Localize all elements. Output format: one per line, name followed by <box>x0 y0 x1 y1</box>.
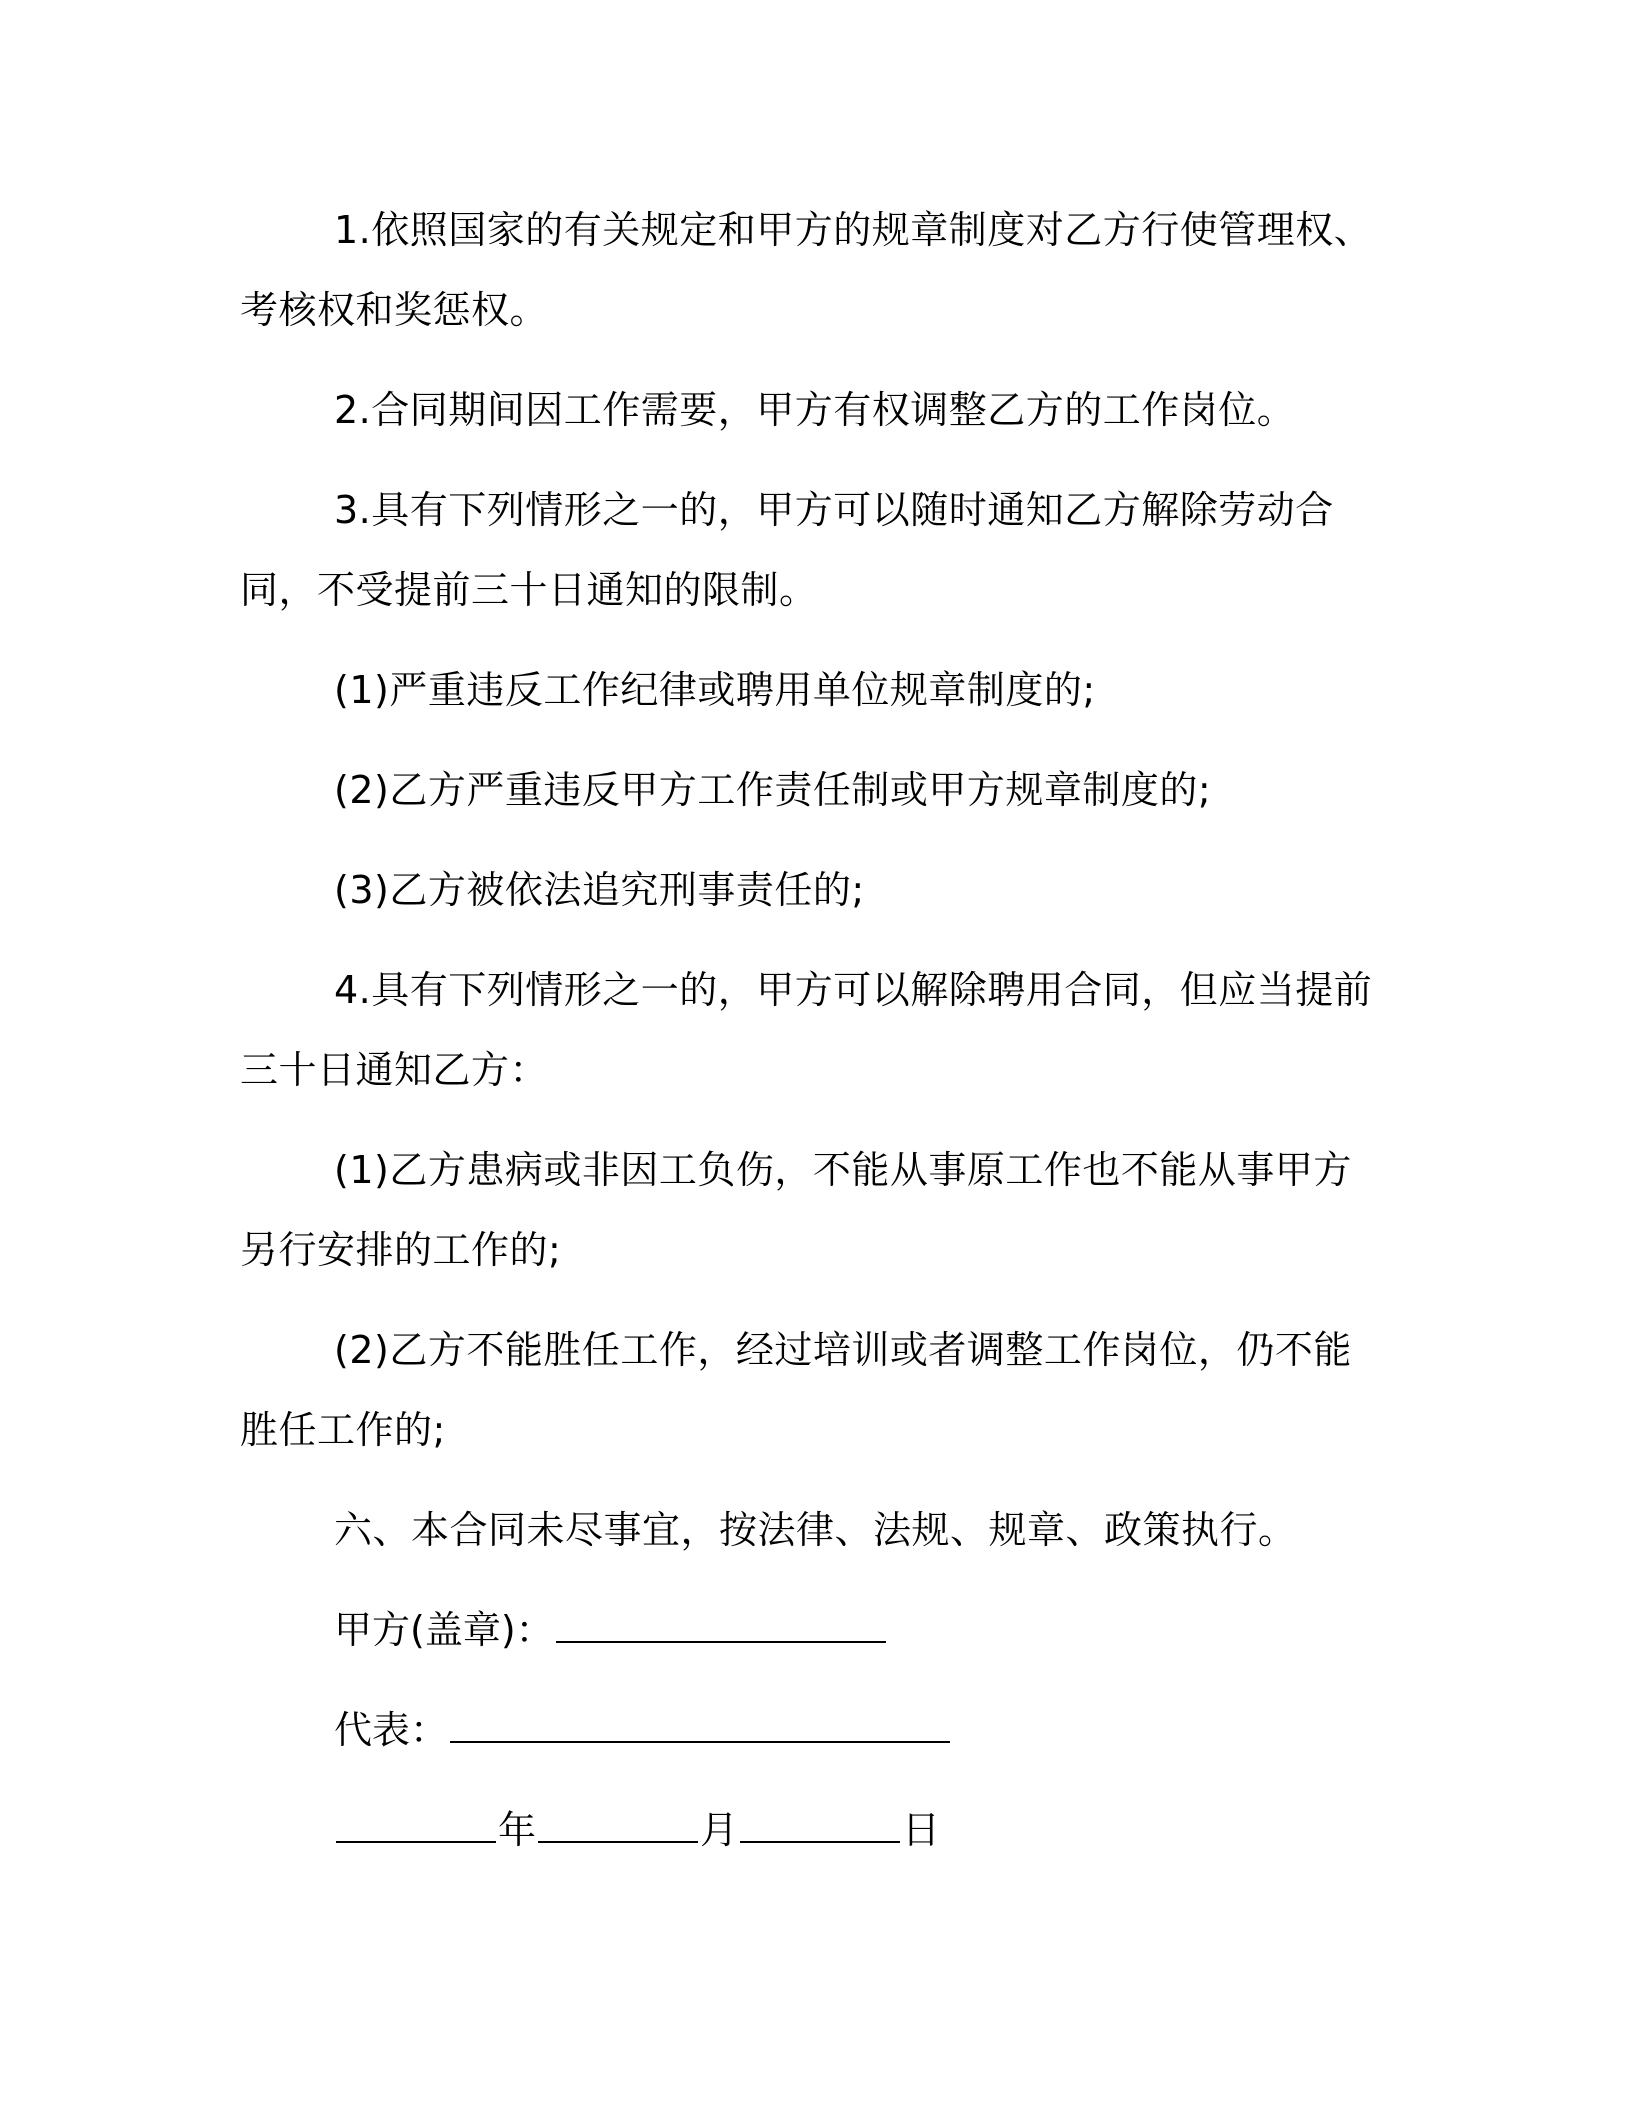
clause-4-item-2: (2)乙方不能胜任工作，经过培训或者调整工作岗位，仍不能胜任工作的; <box>240 1328 1352 1452</box>
day-label: 日 <box>902 1808 941 1852</box>
clause-6-other-matters: 六、本合同未尽事宜，按法律、法规、规章、政策执行。 <box>334 1508 1297 1552</box>
date-line <box>240 1790 1390 1870</box>
party-a-label: 甲方(盖章)： <box>334 1608 554 1652</box>
representative-label: 代表： <box>334 1708 449 1752</box>
clause-3-item-3: (3)乙方被依法追究刑事责任的; <box>334 868 865 912</box>
party-a-stamp-blank[interactable] <box>556 1601 886 1643</box>
day-blank[interactable] <box>740 1801 900 1843</box>
party-a-stamp-line <box>240 1590 1390 1670</box>
year-blank[interactable] <box>336 1801 496 1843</box>
clause-2-adjust-position: 2.合同期间因工作需要，甲方有权调整乙方的工作岗位。 <box>334 388 1296 432</box>
clause-3-item-1: (1)严重违反工作纪律或聘用单位规章制度的; <box>334 668 1096 712</box>
clause-1-management-rights: 1.依照国家的有关规定和甲方的规章制度对乙方行使管理权、考核权和奖惩权。 <box>240 208 1373 332</box>
clause-4-item-1: (1)乙方患病或非因工负伤，不能从事原工作也不能从事甲方另行安排的工作的; <box>240 1148 1352 1272</box>
representative-blank[interactable] <box>450 1701 950 1743</box>
year-label: 年 <box>498 1808 537 1852</box>
clause-3-item-2: (2)乙方严重违反甲方工作责任制或甲方规章制度的; <box>334 768 1212 812</box>
month-blank[interactable] <box>538 1801 698 1843</box>
clause-4-notice-termination: 4.具有下列情形之一的，甲方可以解除聘用合同，但应当提前三十日通知乙方： <box>240 968 1373 1092</box>
document-body <box>240 190 1390 1890</box>
month-label: 月 <box>700 1808 739 1852</box>
representative-line <box>240 1690 1390 1770</box>
clause-3-immediate-termination: 3.具有下列情形之一的，甲方可以随时通知乙方解除劳动合同，不受提前三十日通知的限制。 <box>240 488 1334 612</box>
